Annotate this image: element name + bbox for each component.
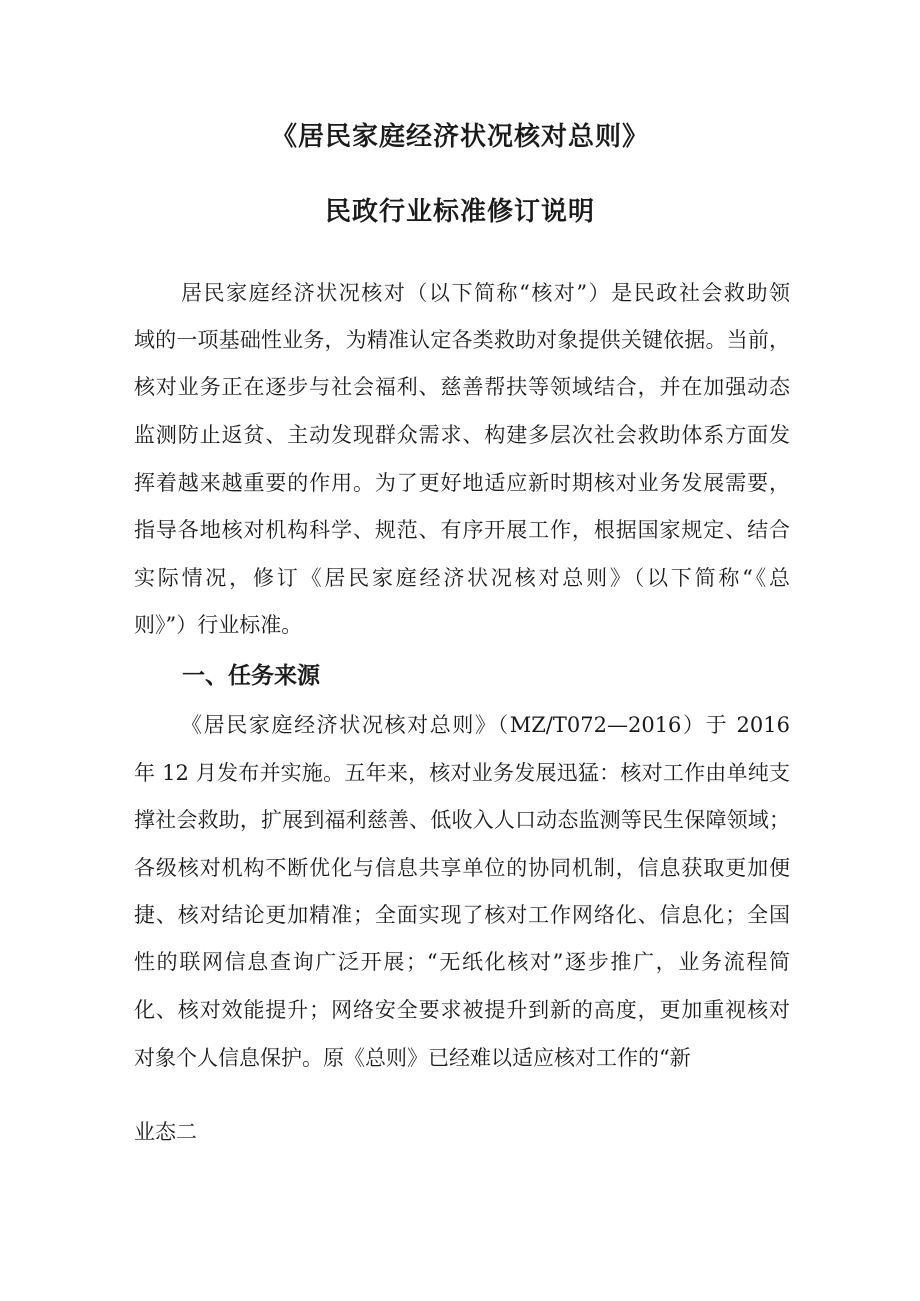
paragraph-line: 业态二 (134, 1120, 197, 1144)
paragraph-line: 则》”）行业标准。 (134, 613, 303, 637)
paragraph-line: 化、核对效能提升；网络安全要求被提升到新的高度，更加重视核对 (134, 998, 790, 1022)
paragraph-line: 挥着越来越重要的作用。为了更好地适应新时期核对业务发展需要， (134, 471, 790, 495)
paragraph-line: 各级核对机构不断优化与信息共享单位的协同机制，信息获取更加便 (134, 856, 790, 880)
paragraph-line: 实际情况，修订《居民家庭经济状况核对总则》（以下简称“《总 (134, 566, 790, 590)
document-title: 《居民家庭经济状况核对总则》 (270, 122, 649, 152)
paragraph-line: 监测防止返贫、主动发现群众需求、构建多层次社会救助体系方面发 (134, 423, 790, 447)
paragraph-line: 域的一项基础性业务，为精准认定各类救助对象提供关键依据。当前， (134, 328, 790, 352)
paragraph-line: 指导各地核对机构科学、规范、有序开展工作，根据国家规定、结合 (134, 518, 790, 542)
paragraph-line: 核对业务正在逐步与社会福利、慈善帮扶等领域结合，并在加强动态 (134, 375, 790, 399)
section-heading: 一、任务来源 (182, 663, 320, 689)
paragraph-line: 撑社会救助，扩展到福利慈善、低收入人口动态监测等民生保障领域； (134, 808, 790, 832)
paragraph-line: 居民家庭经济状况核对（以下简称“核对”）是民政社会救助领 (181, 281, 790, 305)
paragraph-line: 对象个人信息保护。原《总则》已经难以适应核对工作的“新 (134, 1046, 691, 1070)
paragraph-line: 《居民家庭经济状况核对总则》（MZ/T072—2016）于 2016 (181, 713, 790, 737)
paragraph-line: 性的联网信息查询广泛开展；“无纸化核对”逐步推广，业务流程简 (134, 950, 790, 974)
document-subtitle: 民政行业标准修订说明 (324, 197, 595, 227)
paragraph-line: 年 12 月发布并实施。五年来，核对业务发展迅猛：核对工作由单纯支 (134, 761, 790, 785)
paragraph-line: 捷、核对结论更加精准；全面实现了核对工作网络化、信息化；全国 (134, 903, 790, 927)
